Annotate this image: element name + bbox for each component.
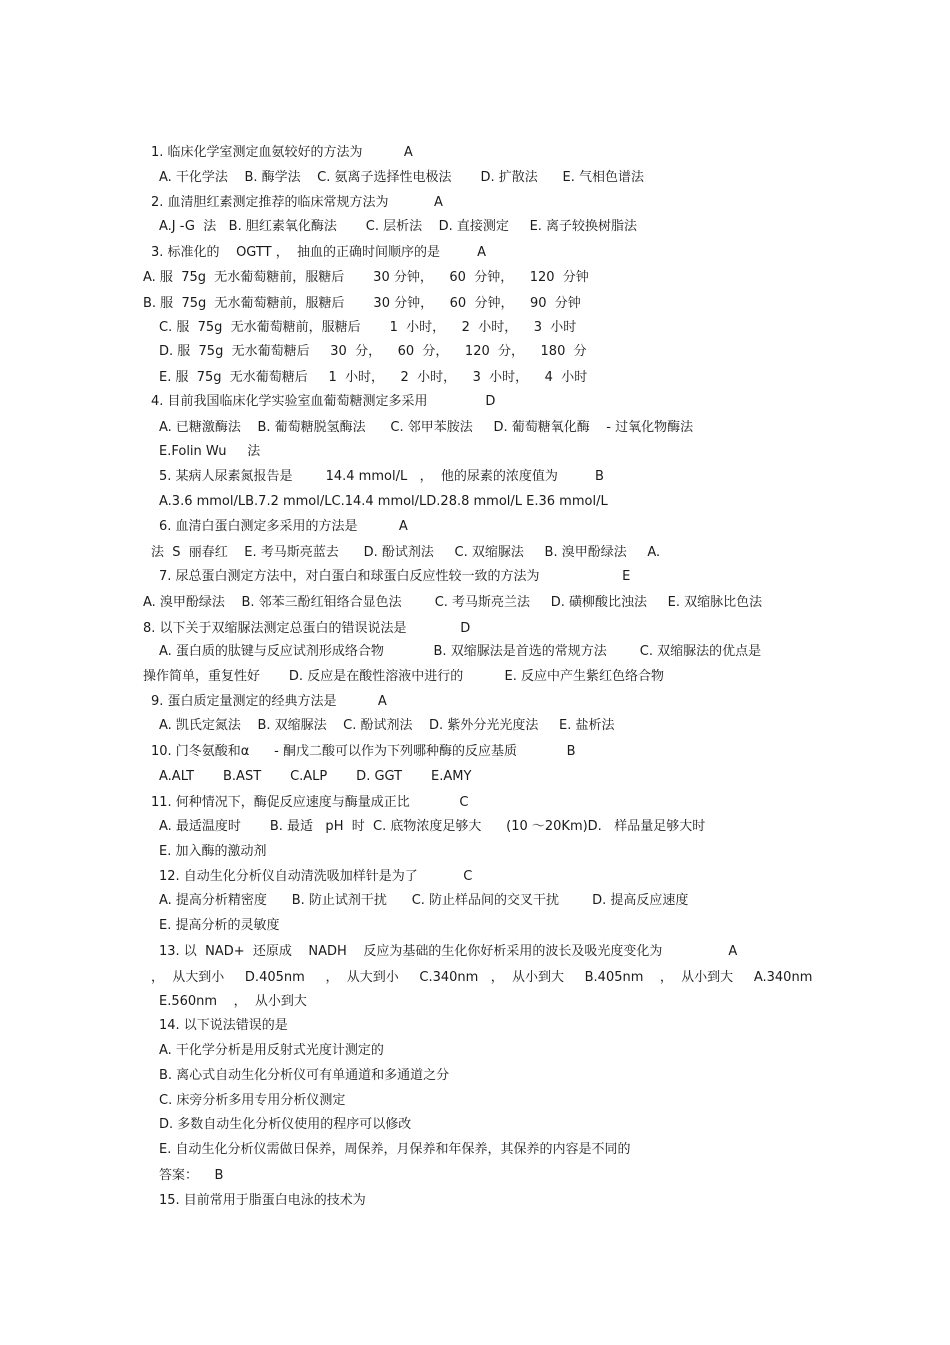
question-11: 11. 何种情况下，酶促反应速度与酶量成正比 C: [151, 795, 469, 810]
question-3-option-c: C. 服 75g 无水葡萄糖前，服糖后 1 小时， 2 小时， 3 小时: [159, 320, 577, 335]
question-14-option-b: B. 离心式自动生化分析仪可有单通道和多通道之分: [159, 1068, 450, 1083]
question-10-options: A.ALT B.AST C.ALP D. GGT E.AMY: [159, 769, 472, 784]
question-14: 14. 以下说法错误的是: [159, 1018, 288, 1033]
question-9: 9. 蛋白质定量测定的经典方法是 A: [151, 694, 387, 709]
question-1: 1. 临床化学室测定血氨较好的方法为 A: [151, 145, 413, 160]
question-3-option-b: B. 服 75g 无水葡萄糖前，服糖后 30 分钟， 60 分钟， 90 分钟: [143, 296, 581, 311]
question-13-option-e: E.560nm ， 从小到大: [159, 994, 307, 1009]
question-14-option-e: E. 自动生化分析仪需做日保养，周保养，月保养和年保养，其保养的内容是不同的: [159, 1142, 631, 1157]
question-10: 10. 门冬氨酸和α - 酮戊二酸可以作为下列哪种酶的反应基质 B: [151, 744, 576, 759]
question-11-options: A. 最适温度时 B. 最适 pH 时 C. 底物浓度足够大 (10 ～20Km)D. 样品量足够大时: [159, 819, 706, 834]
question-14-option-c: C. 床旁分析多用专用分析仪测定: [159, 1093, 346, 1108]
question-9-options: A. 凯氏定氮法 B. 双缩脲法 C. 酚试剂法 D. 紫外分光光度法 E. 盐析法: [159, 718, 615, 733]
question-12-option-e: E. 提高分析的灵敏度: [159, 918, 280, 933]
question-14-option-d: D. 多数自动生化分析仪使用的程序可以修改: [159, 1117, 412, 1132]
question-2-options: A.J -G 法 B. 胆红素氧化酶法 C. 层析法 D. 直接测定 E. 离子较换树脂法: [159, 219, 638, 234]
question-2: 2. 血清胆红素测定推荐的临床常规方法为 A: [151, 195, 443, 210]
question-15: 15. 目前常用于脂蛋白电泳的技术为: [159, 1193, 366, 1208]
question-8-options-cont: 操作简单，重复性好 D. 反应是在酸性溶液中进行的 E. 反应中产生紫红色络合物: [143, 669, 665, 684]
question-7-options: A. 溴甲酚绿法 B. 邻苯三酚红钼络合显色法 C. 考马斯亮兰法 D. 磺柳酸比浊法 E. 双缩脉比色法: [143, 595, 763, 610]
question-3-option-d: D. 服 75g 无水葡萄糖后 30 分， 60 分， 120 分， 180 分: [159, 344, 587, 359]
question-3-option-e: E. 服 75g 无水葡萄糖后 1 小时， 2 小时， 3 小时， 4 小时: [159, 370, 588, 385]
question-4-option-e: E.Folin Wu 法: [159, 444, 261, 459]
question-13: 13. 以 NAD+ 还原成 NADH 反应为基础的生化你好析采用的波长及吸光度变化为 A: [159, 944, 738, 959]
question-5: 5. 某病人尿素氮报告是 14.4 mmol/L ， 他的尿素的浓度值为 B: [159, 469, 604, 484]
question-3-option-a: A. 服 75g 无水葡萄糖前，服糖后 30 分钟， 60 分钟， 120 分钟: [143, 270, 589, 285]
question-1-options: A. 干化学法 B. 酶学法 C. 氨离子选择性电极法 D. 扩散法 E. 气相色谱法: [159, 170, 644, 185]
question-8-options: A. 蛋白质的肽键与反应试剂形成络合物 B. 双缩脲法是首选的常规方法 C. 双缩脲法的优点是: [159, 644, 762, 659]
question-5-options: A.3.6 mmol/LB.7.2 mmol/LC.14.4 mmol/LD.28.8 mmol/L E.36 mmol/L: [159, 494, 608, 509]
question-14-option-a: A. 干化学分析是用反射式光度计测定的: [159, 1043, 384, 1058]
question-7: 7. 尿总蛋白测定方法中，对白蛋白和球蛋白反应性较一致的方法为 E: [159, 569, 631, 584]
question-12: 12. 自动生化分析仪自动清洗吸加样针是为了 C: [159, 869, 473, 884]
question-3: 3. 标准化的 OGTT ， 抽血的正确时间顺序的是 A: [151, 245, 487, 260]
question-6-options: 法 S 丽春红 E. 考马斯亮蓝去 D. 酚试剂法 C. 双缩脲法 B. 溴甲酚绿法 A.: [151, 545, 661, 560]
question-14-answer: 答案： B: [159, 1168, 224, 1183]
question-8: 8. 以下关于双缩脲法测定总蛋白的错误说法是 D: [143, 621, 471, 636]
question-13-options: ， 从大到小 D.405nm ， 从大到小 C.340nm ， 从小到大 B.405nm ， 从小到大 A.340nm: [151, 970, 813, 985]
question-11-option-e: E. 加入酶的激动剂: [159, 844, 267, 859]
question-6: 6. 血清白蛋白测定多采用的方法是 A: [159, 519, 408, 534]
question-4: 4. 目前我国临床化学实验室血葡萄糖测定多采用 D: [151, 394, 496, 409]
question-12-options: A. 提高分析精密度 B. 防止试剂干扰 C. 防止样品间的交叉干扰 D. 提高反应速度: [159, 893, 689, 908]
question-4-options: A. 已糖激酶法 B. 葡萄糖脱氢酶法 C. 邻甲苯胺法 D. 葡萄糖氧化酶 - 过氧化物酶法: [159, 420, 694, 435]
